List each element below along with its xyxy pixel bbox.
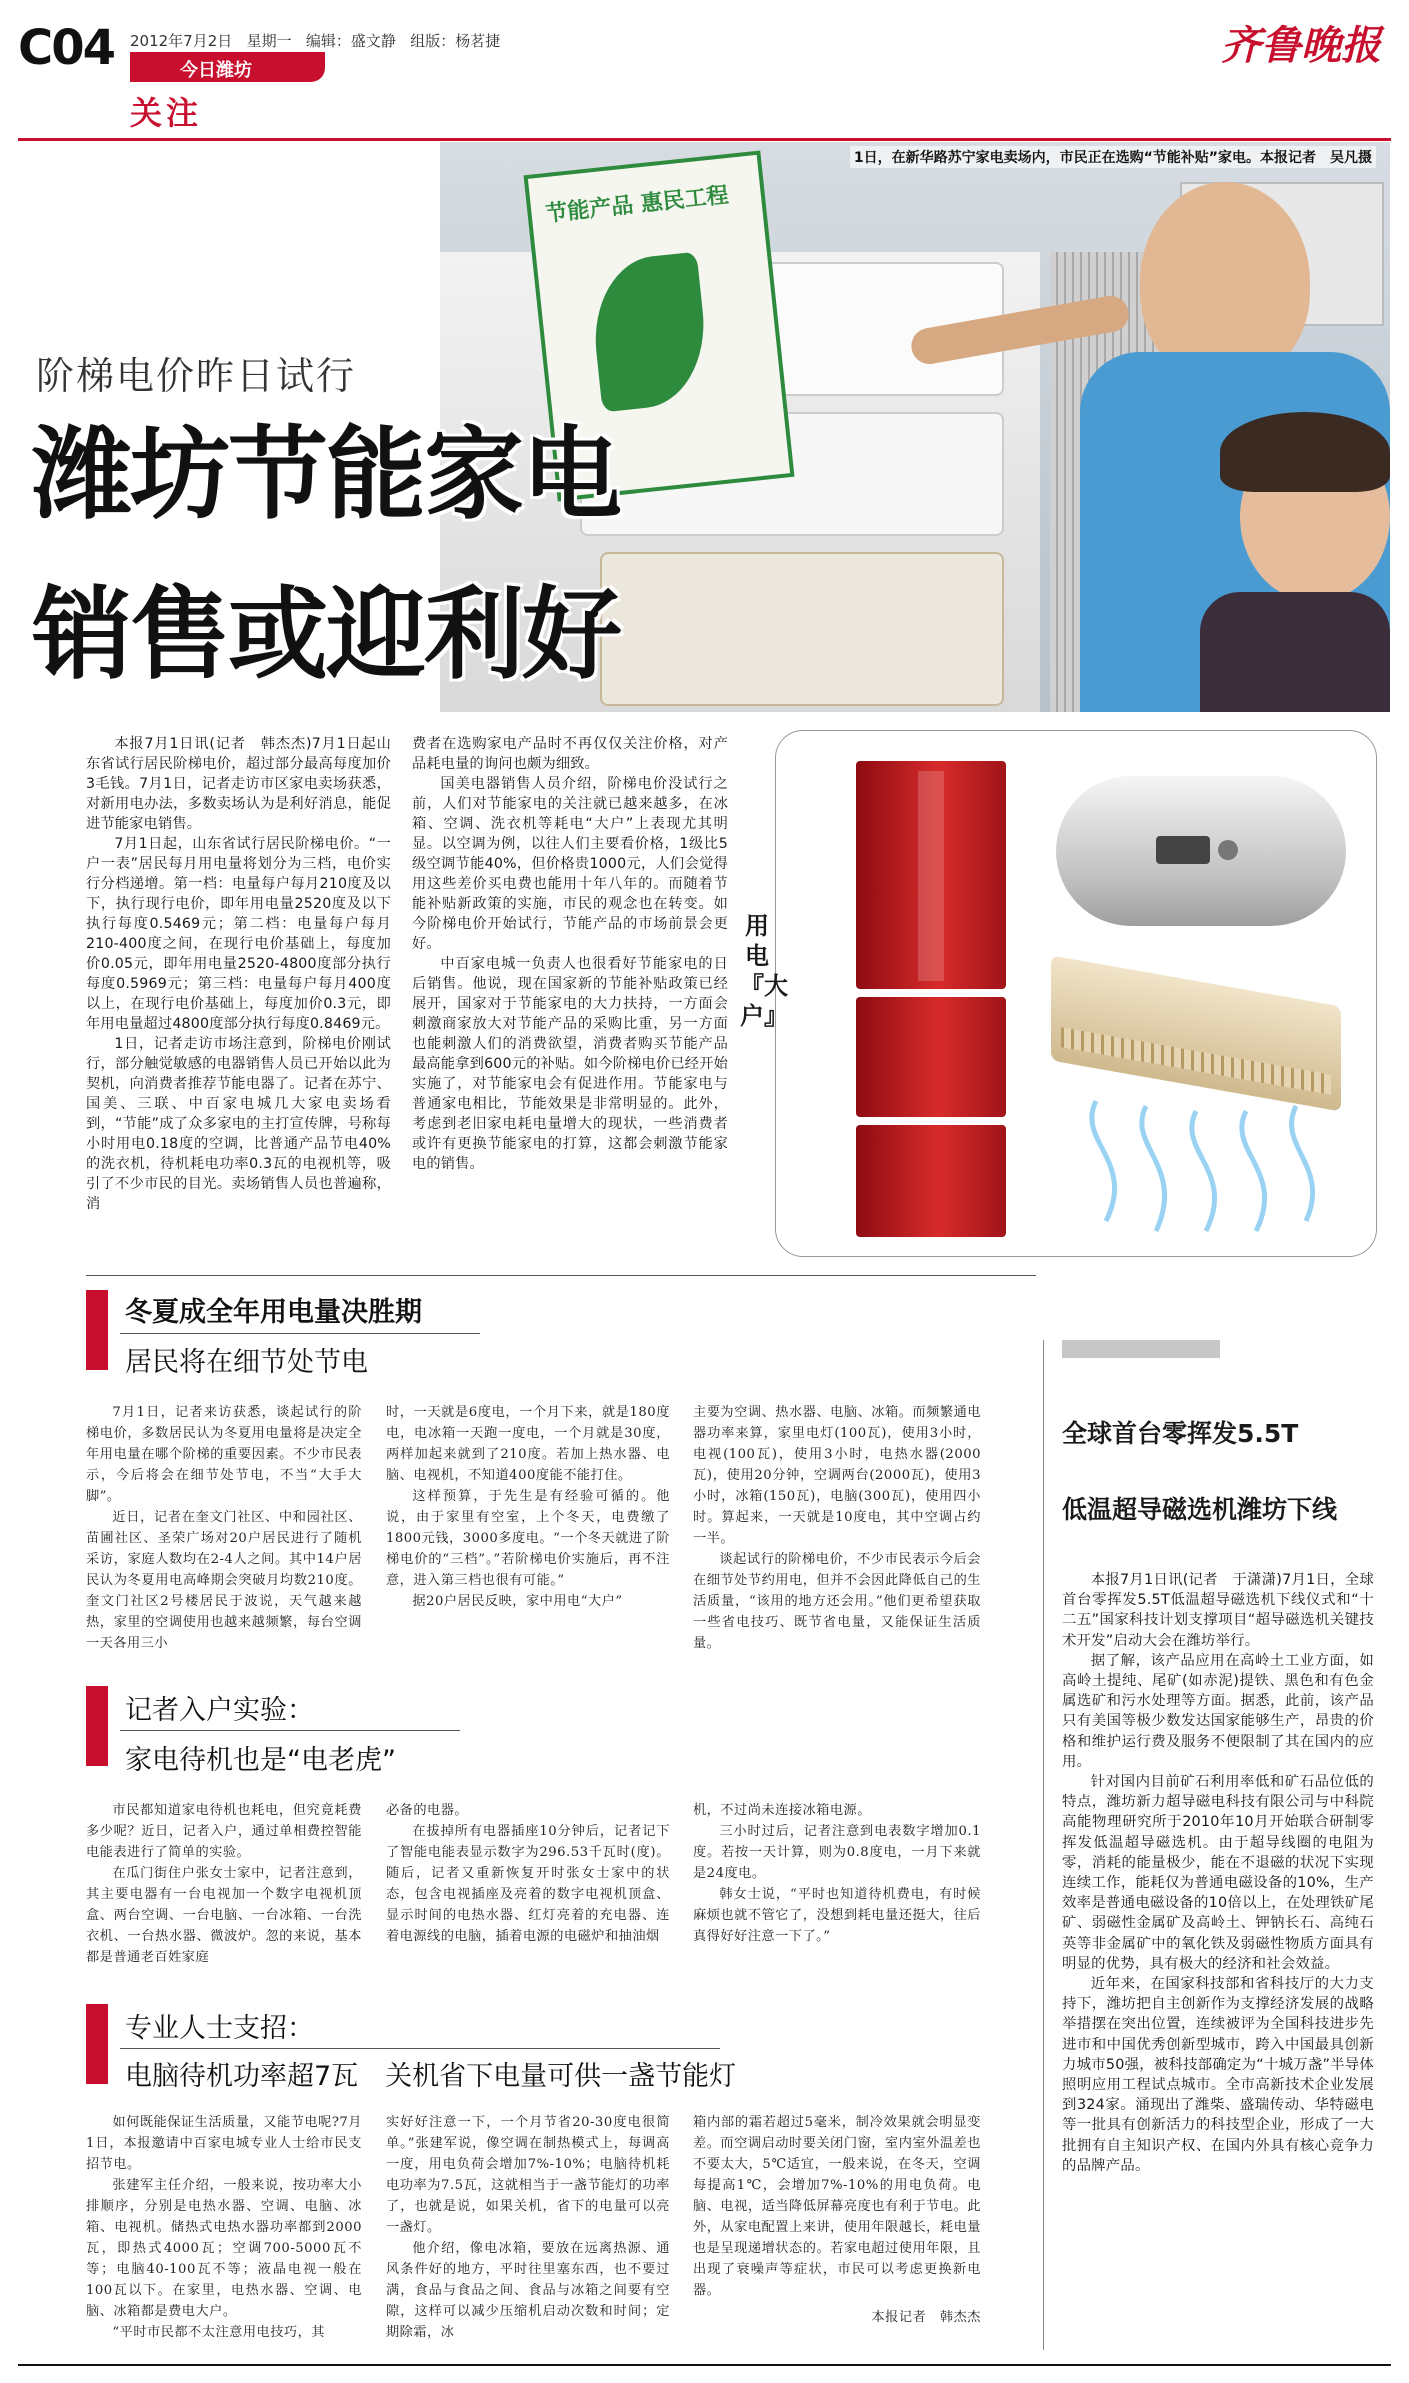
section1-marker <box>86 1290 108 1370</box>
section3-marker <box>86 2004 108 2084</box>
headline-kicker: 阶梯电价昨日试行 <box>36 354 357 398</box>
headline-main-line1: 潍坊节能家电 <box>32 416 620 533</box>
bottom-rule <box>18 2364 1391 2366</box>
section3-col2 <box>386 2112 670 2343</box>
body-paragraph: 实好好注意一下，一个月节省20-30度电很简单。”张建军说，像空调在制热模式上，每调高一度，用电负荷会增加7%-10%；电脑待机耗电功率为7.5瓦，这就相当于一盏节能灯的功率了，也就是说，如果关机，省下的电量可以亮一盏灯。 <box>386 2115 670 2235</box>
side-paragraph: 近年来，在国家科技部和省科技厅的大力支持下，潍坊把自主创新作为支撑经济发展的战略举措摆在突出位置，连续被评为全国科技进步先进市和中国优秀创新型城市，跨入中国最具创新力城市50强，被科技部确定为“十城万盏”半导体照明应用工程试点城市。全市高新技术企业发展到324家。涌现出了潍柴、盛瑞传动、华特磁电等一批具有创新活力的科技型企业，形成了一大批拥有自主知识产权、在国内外具有核心竞争力的品牌产品。 <box>1062 1976 1374 2174</box>
body-paragraph: “平时市民都不太注意用电技巧，其 <box>112 2325 325 2340</box>
label-open: 用电『 <box>740 912 769 1000</box>
air-conditioner-illustration <box>1051 955 1341 1111</box>
lead-paragraph: 本报7月1日讯(记者 韩杰杰)7月1日起山东省试行居民阶梯电价，超过部分最高每度加价3毛钱。7月1日，记者走访市区家电卖场获悉，对新用电办法，多数卖场认为是利好消息，能促进节能家电销售。 <box>86 736 391 832</box>
lead-paragraph: 中百家电城一负责人也很看好节能家电的日后销售。他说，现在国家新的节能补贴政策已经展开，国家对于节能家电的大力扶持，一方面会刺激商家放大对节能产品的采购比重，另一方面也能刺激人们的消费欲望，消费者购买节能产品最高能拿到600元的补贴。如今阶梯电价已经开始实施了，对节能家电会有促进作用。节能家电与普通家电相比，节能效果是非常明显的。此外，考虑到老旧家电耗电量增大的现状，一些消费者或许有更换节能家电的打算，这都会刺激节能家电的销售。 <box>412 956 728 1172</box>
body-paragraph: 张建军主任介绍，一般来说，按功率大小排顺序，分别是电热水器、空调、电脑、冰箱、电视机。储热式电热水器功率都到2000瓦，即热式4000瓦；空调700-5000瓦不等；电脑40-100瓦不等；液晶电视一般在100瓦以下。在家里，电热水器、空调、电脑、冰箱都是费电大户。 <box>86 2178 362 2319</box>
appliance-box-label <box>740 911 788 1031</box>
side-paragraph: 本报7月1日讯(记者 于潇潇)7月1日，全球首台零挥发5.5T低温超导磁选机下线仪式和“十二五”国家科技计划支撑项目“超导磁选机关键技术开发”启动大会在潍坊举行。 <box>1062 1572 1374 1649</box>
body-paragraph: 在瓜门街住户张女士家中，记者注意到，其主要电器有一台电视加一个数字电视机顶盒、两台空调、一台电脑、一台冰箱、一台洗衣机、一台热水器、微波炉。忽的来说，基本都是普通老百姓家庭 <box>86 1866 362 1965</box>
section2-col2 <box>386 1800 670 1947</box>
section3-col1 <box>86 2112 362 2343</box>
section3-col3 <box>693 2112 981 2328</box>
masthead-rule <box>18 138 1391 141</box>
section3-subtitle: 电脑待机功率超7瓦 关机省下电量可供一盏节能灯 <box>125 2061 737 2092</box>
issue-weekday: 星期一 <box>246 32 292 50</box>
section1-col2 <box>386 1402 670 1612</box>
section-tab-label: 今日潍坊 <box>180 60 252 81</box>
page-number: C04 <box>18 20 115 76</box>
section2-title-rule <box>120 1730 460 1731</box>
side-paragraph: 据了解，该产品应用在高岭土工业方面，如高岭土提纯、尾矿(如赤泥)提铁、黑色和有色金属选矿和污水处理等方面。据悉，此前，该产品只有美国等极少数发达国家能够生产，昂贵的价格和维护运行费及服务不便限制了其在国内的应用。 <box>1062 1652 1374 1770</box>
side-article-body <box>1062 1570 1374 2176</box>
section1-col3 <box>693 1402 981 1654</box>
body-paragraph: 三小时过后，记者注意到电表数字增加0.1度。若按一天计算，则为0.8度电，一月下来就是24度电。 <box>693 1824 981 1881</box>
layout-credit: 组版：杨茗捷 <box>410 32 501 50</box>
lead-article-col1 <box>86 734 391 1214</box>
body-paragraph: 在拔掉所有电器插座10分钟后，记者记下了智能电能表显示数字为296.53千瓦时(度)。随后，记者又重新恢复开时张女士家中的状态，包含电视插座及亮着的数字电视机顶盒、显示时间的电热水器、红灯亮着的充电器、连着电源线的电脑，插着电源的电磁炉和抽油烟 <box>386 1824 670 1944</box>
photo-caption: 1日，在新华路苏宁家电卖场内，市民正在选购“节能补贴”家电。本报记者 吴凡摄 <box>850 146 1376 168</box>
fridge-illustration <box>856 761 1006 1241</box>
body-paragraph: 主要为空调、热水器、电脑、冰箱。而频繁通电器功率来算，家里电灯(100瓦)，使用3小时，电视(100瓦)，使用3小时，电热水器(2000瓦)，使用20分钟，空调两台(2000瓦)，使用3小时，冰箱(150瓦)，电脑(300瓦)，使用四小时。算起来，一天就是10度电，其中空调占约一半。 <box>693 1405 981 1546</box>
body-paragraph: 市民都知道家电待机也耗电，但究竟耗费多少呢？近日，记者入户，通过单相费控智能电能表进行了简单的实验。 <box>86 1803 362 1860</box>
paper-logo: 齐鲁晚报 <box>1221 22 1381 69</box>
side-article-title2: 低温超导磁选机潍坊下线 <box>1062 1495 1338 1524</box>
body-paragraph: 他介绍，像电冰箱，要放在远离热源、通风条件好的地方，平时往里塞东西，也不要过满，食品与食品之间、食品与冰箱之间要有空隙，这样可以减少压缩机启动次数和时间；定期除霜，冰 <box>386 2241 670 2340</box>
section2-marker <box>86 1686 108 1766</box>
byline: 本报记者 韩杰杰 <box>871 2310 981 2325</box>
section2-col3 <box>693 1800 981 1947</box>
body-paragraph: 据20户居民反映，家中用电“大户” <box>412 1594 623 1609</box>
body-paragraph: 7月1日，记者来访获悉，谈起试行的阶梯电价，多数居民认为冬夏用电量将是决定全年用电量在哪个阶梯的重要因素。不少市民表示，今后将会在细节处节电，不当“大手大脚”。 <box>86 1405 362 1504</box>
section3-title: 专业人士支招： <box>125 2013 314 2044</box>
section-tab <box>130 52 325 82</box>
body-paragraph: 机，不过尚未连接冰箱电源。 <box>693 1803 871 1818</box>
body-paragraph: 箱内部的霜若超过5毫米，制冷效果就会明显变差。而空调启动时要关闭门窗，室内室外温差也不要太大，5℃适宜，一般来说，在冬天，空调每提高1℃，会增加7%-10%的用电负荷。电脑、电视，适当降低屏幕亮度也有利于节电。此外，从家电配置上来讲，使用年限越长，耗电量也是呈现递增状态的。若家电超过使用年限，且出现了衰噪声等症状，市民可以考虑更换新电器。 <box>693 2115 981 2298</box>
body-paragraph: 近日，记者在奎文门社区、中和园社区、苗圃社区、圣荣广场对20户居民进行了随机采访，家庭人数均在2-4人之间。其中14户居民认为冬夏用电高峰期会突破月均数210度。奎文门社区2号楼居民于波说，天气越来越热，家里的空调使用也越来越频繁，每台空调一天各用三小 <box>86 1510 362 1651</box>
section2-title: 记者入户实验： <box>125 1695 314 1726</box>
section2-subtitle: 家电待机也是“电老虎” <box>125 1745 396 1776</box>
editor-credit: 编辑：盛文静 <box>305 32 396 50</box>
section-divider <box>86 1275 1036 1276</box>
lead-paragraph: 7月1日起，山东省试行居民阶梯电价。“一户一表”居民每月用电量将划分为三档，电价实行分档递增。第一档：电量每户每月210度及以下，执行现行电价，即年用电量2520度及以下执行每度0.5469元；第二档：电量每户每月210-400度之间，在现行电价基础上，每度加价0.05元，即年用电量2520-4800度部分执行每度0.5969元；第三档：电量每户每月400度以上，在现行电价基础上，每度加价0.3元，即年用电量超过4800度部分执行每度0.8469元。 <box>86 836 391 1032</box>
section1-title-rule <box>120 1333 480 1334</box>
section1-col1 <box>86 1402 362 1654</box>
section1-title: 冬夏成全年用电量决胜期 <box>125 1297 422 1328</box>
section1-subtitle: 居民将在细节处节电 <box>125 1347 368 1378</box>
water-heater-illustration <box>1056 776 1346 926</box>
lead-paragraph: 费者在选购家电产品时不再仅仅关注价格，对产品耗电量的询问也颇为细致。 <box>412 736 728 772</box>
body-paragraph: 时，一天就是6度电，一个月下来，就是180度电，电冰箱一天跑一度电，一个月就是30度，两样加起来就到了210度。若加上热水器、电脑、电视机，不知道400度能不能打住。 <box>386 1405 670 1483</box>
side-column-rule <box>1043 1340 1044 2350</box>
body-paragraph: 必备的电器。 <box>386 1803 469 1818</box>
body-paragraph: 谈起试行的阶梯电价，不少市民表示今后会在细节处节约用电，但并不会因此降低自己的生活质量，“该用的地方还会用。”他们更希望获取一些省电技巧、既节省电量，又能保证生活质量。 <box>693 1552 981 1651</box>
energy-sign-text: 节能产品 惠民工程 <box>544 183 730 228</box>
lead-article-col2 <box>412 734 728 1174</box>
label-main: 大户 <box>740 972 788 1030</box>
label-close: 』 <box>764 1002 788 1030</box>
side-article-bar <box>1062 1340 1220 1358</box>
headline-main-line2: 销售或迎利好 <box>32 576 620 693</box>
column-label: 关注 <box>130 94 203 132</box>
body-paragraph: 如何既能保证生活质量，又能节电呢?7月1日，本报邀请中百家电城专业人士给市民支招节电。 <box>86 2115 362 2172</box>
body-paragraph: 韩女士说，“平时也知道待机费电，有时候麻烦也就不管它了，没想到耗电量还挺大，往后真得好好注意一下了。” <box>693 1887 981 1944</box>
appliance-box <box>740 730 1377 1257</box>
masthead-info <box>130 30 500 51</box>
section2-col1 <box>86 1800 362 1968</box>
section3-title-rule <box>120 2048 720 2049</box>
side-paragraph: 针对国内目前矿石利用率低和矿石品位低的特点，潍坊新力超导磁电科技有限公司与中科院高能物理研究所于2010年10月开始联合研制零挥发低温超导磁选机。由于超导线圈的电阻为零，消耗的能量极少，能在不退磁的状况下实现连续工作，能耗仅为普通电磁设备的10%，生产效率是普通电磁设备的10倍以上，在处理铁矿尾矿、弱磁性金属矿及高岭土、钾钠长石、高纯石英等非金属矿中的氧化铁及弱磁性物质方面具有明显的优势，具有极大的经济和社会效益。 <box>1062 1774 1374 1972</box>
lead-paragraph: 国美电器销售人员介绍，阶梯电价没试行之前，人们对节能家电的关注就已越来越多，在冰箱、空调、洗衣机等耗电“大户”上表现尤其明显。以空调为例，以往人们主要看价格，1级比5级空调节能40%，但价格贵1000元，人们会觉得用这些差价买电费也能用十年八年的。而随着节能补贴新政策的实施，市民的观念也在转变。如今阶梯电价开始试行，节能产品的市场前景会更好。 <box>412 776 728 952</box>
issue-date: 2012年7月2日 <box>130 32 233 50</box>
side-article-title1: 全球首台零挥发5.5T <box>1062 1419 1299 1448</box>
airflow-icon <box>1076 1091 1336 1241</box>
body-paragraph: 这样预算，于先生是有经验可循的。他说，由于家里有空室，上个冬天，电费缴了1800元钱，3000多度电。“一个冬天就进了阶梯电价的“三档”。”若阶梯电价实施后，再不注意，进入第三档也很有可能。” <box>386 1489 670 1588</box>
lead-paragraph: 1日，记者走访市场注意到，阶梯电价刚试行，部分触觉敏感的电器销售人员已开始以此为契机，向消费者推荐节能电器了。记者在苏宁、国美、三联、中百家电城几大家电卖场看到，“节能”成了众多家电的主打宣传牌，号称每小时用电0.18度的空调，比普通产品节电40%的洗衣机，待机耗电功率0.3瓦的电视机等，吸引了不少市民的目光。卖场销售人员也普遍称，消 <box>86 1036 391 1212</box>
energy-leaf-icon <box>587 252 712 413</box>
